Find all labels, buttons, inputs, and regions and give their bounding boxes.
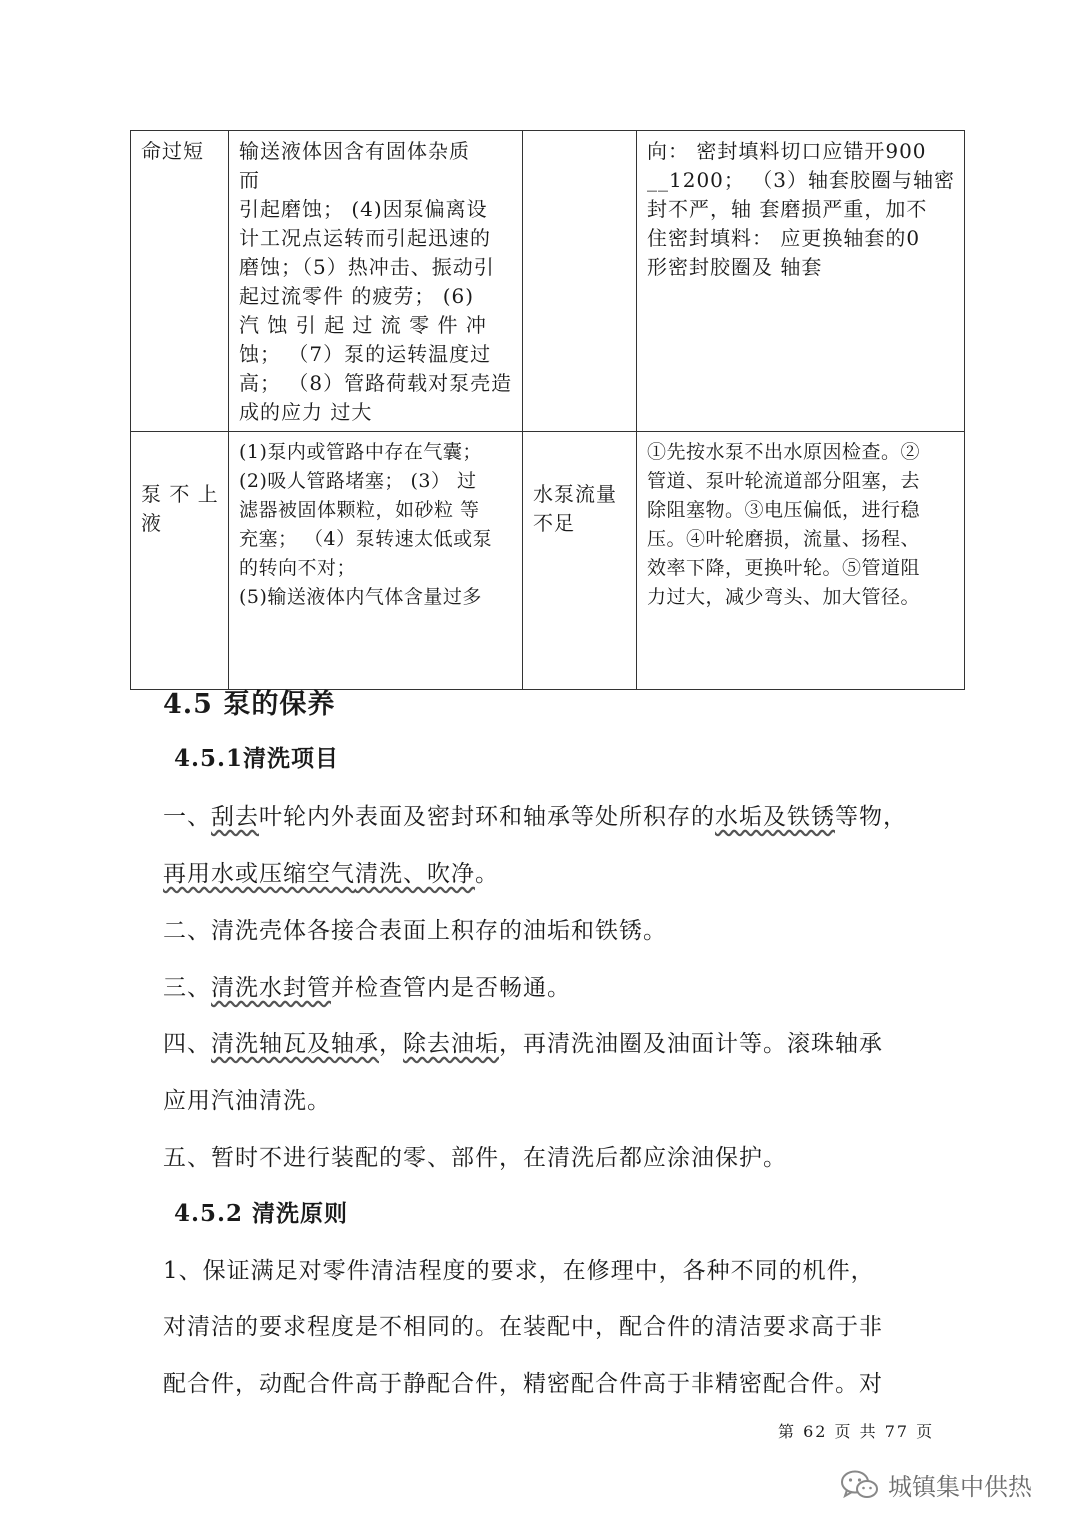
section-title: 4.5 泵的保养 xyxy=(163,689,336,720)
paragraph: 四、清洗轴瓦及轴承，除去油垢，再清洗油圈及油面计等。滚珠轴承 xyxy=(163,1031,883,1057)
cause-cell: 输送液体因含有固体杂质 而 引起磨蚀； (4)因泵偏离设 计工况点运转而引起迅速的 磨蚀；（5）热冲击、振动引 起过流零件 的疲劳； (6) 汽 蚀 引 起 过 流 零 件 冲 蚀； （7）泵的运转温度过 高； （8）管路荷载对泵壳造 成的应力 过大 xyxy=(229,131,523,432)
paragraph: 一、刮去叶轮内外表面及密封环和轴承等处所积存的水垢及铁锈等物， xyxy=(163,804,907,830)
wechat-icon xyxy=(840,1469,880,1501)
watermark-text: 城镇集中供热 xyxy=(888,1473,1032,1501)
paragraph: 二、清洗壳体各接合表面上积存的油垢和铁锈。 xyxy=(163,918,667,944)
fault-table xyxy=(130,130,965,690)
paragraph: 三、清洗水封管并检查管内是否畅通。 xyxy=(163,975,571,1001)
paragraph: 应用汽油清洗。 xyxy=(163,1088,331,1114)
symptom-cell: 水泵流量 不足 xyxy=(523,432,637,690)
symptom-cell xyxy=(523,131,637,432)
subsection-title: 4.5.1清洗项目 xyxy=(174,745,340,772)
watermark xyxy=(840,1467,1032,1502)
paragraph: 1、保证满足对零件清洁程度的要求，在修理中，各种不同的机件， xyxy=(163,1258,875,1284)
paragraph: 五、暂时不进行装配的零、部件，在清洗后都应涂油保护。 xyxy=(163,1145,787,1171)
page-number: 第 62 页 共 77 页 xyxy=(778,1422,935,1441)
paragraph: 对清洁的要求程度是不相同的。在装配中，配合件的清洁要求高于非 xyxy=(163,1314,883,1340)
table-row xyxy=(131,432,965,690)
cause-cell: (1)泵内或管路中存在气囊； (2)吸人管路堵塞； (3） 过 滤器被固体颗粒，如砂粒 等 充塞； （4）泵转速太低或泵 的转向不对； (5)输送液体内气体含量过多 xyxy=(229,432,523,690)
paragraph: 再用水或压缩空气清洗、吹净。 xyxy=(163,861,499,887)
remedy-cell: ①先按水泵不出水原因检查。② 管道、泵叶轮流道部分阻塞，去 除阻塞物。③电压偏低，进行稳 压。④叶轮磨损，流量、扬程、 效率下降，更换叶轮。⑤管道阻 力过大，减少弯头、加大管径。 xyxy=(637,432,965,690)
paragraph: 配合件，动配合件高于静配合件，精密配合件高于非精密配合件。对 xyxy=(163,1371,883,1397)
fault-cell: 命过短 xyxy=(131,131,229,432)
fault-cell: 泵 不 上 液 xyxy=(131,432,229,690)
table-row xyxy=(131,131,965,432)
remedy-cell: 向： 密封填料切口应错开900 __1200； （3）轴套胶圈与轴密 封不严，轴 套磨损严重，加不 住密封填料： 应更换轴套的0 形密封胶圈及 轴套 xyxy=(637,131,965,432)
subsection-title: 4.5.2 清洗原则 xyxy=(174,1200,349,1227)
